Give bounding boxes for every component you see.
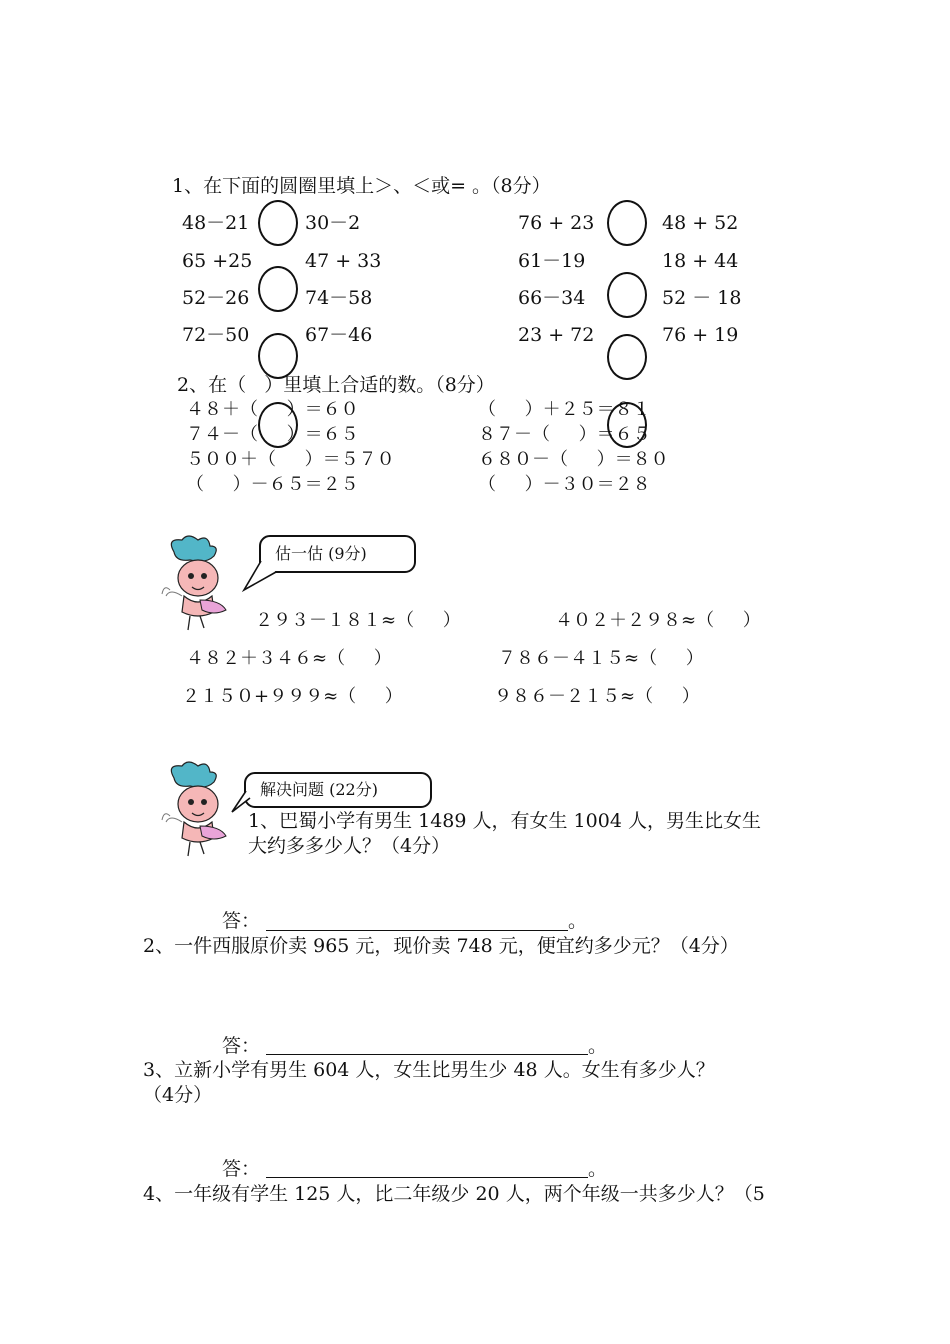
estimate-bubble: 估一估 (9分) <box>259 535 416 573</box>
compare-circle[interactable] <box>258 266 298 312</box>
est-r2-left: ４８２＋３４６≈（ ） <box>186 648 392 669</box>
q1-r4-b: 67－46 <box>305 324 373 346</box>
q2-r3-left: ５００＋（ ）＝５７０ <box>186 449 395 470</box>
q1-r3-b: 74－58 <box>305 287 373 309</box>
answer-label: 答： <box>222 1158 261 1180</box>
q1-r2-b: 47 + 33 <box>305 250 382 272</box>
q2-title: 2、在（ ）里填上合适的数。（8分） <box>177 374 495 396</box>
q1-title: 1、在下面的圆圈里填上＞、＜或= 。（8分） <box>172 175 551 197</box>
q2-r2-left: ７４－（ ）＝６５ <box>186 424 359 445</box>
q1-r2-c: 61－19 <box>518 250 586 272</box>
q2-r1-left: ４８＋（ ）＝６０ <box>186 399 359 420</box>
compare-circle[interactable] <box>258 333 298 379</box>
answer-period: 。 <box>588 1035 608 1057</box>
answer-line[interactable] <box>266 930 568 931</box>
problem-3-line-1: 3、立新小学有男生 604 人，女生比男生少 48 人。女生有多少人？ <box>143 1059 715 1081</box>
est-r1-right: ４０２＋２９８≈（ ） <box>555 610 761 631</box>
q1-r2-d: 18 + 44 <box>662 250 739 272</box>
compare-circle[interactable] <box>607 334 647 380</box>
q1-r4-d: 76 + 19 <box>662 324 739 346</box>
est-r3-left: ２１５０+９９９≈（ ） <box>182 686 403 707</box>
q2-r2-right: ８７－（ ）＝６５ <box>478 424 651 445</box>
cartoon-girl-icon <box>160 534 240 632</box>
est-r2-right: ７８６－４１５≈（ ） <box>498 648 704 669</box>
q1-r1-c: 76 + 23 <box>518 212 595 234</box>
q1-r3-d: 52 － 18 <box>662 287 742 309</box>
q1-r1-b: 30－2 <box>305 212 361 234</box>
answer-period: 。 <box>568 910 588 932</box>
answer-line[interactable] <box>266 1177 588 1178</box>
q1-r2-a: 65 +25 <box>182 250 253 272</box>
q1-r3-c: 66－34 <box>518 287 586 309</box>
est-r3-right: ９８６－２１５≈（ ） <box>494 686 700 707</box>
problem-2: 2、一件西服原价卖 965 元，现价卖 748 元，便宜约多少元？（4分） <box>143 935 739 957</box>
answer-label: 答： <box>222 1035 261 1057</box>
q2-r4-left: （ ）－６５＝２５ <box>186 474 359 495</box>
problem-4: 4、一年级有学生 125 人，比二年级少 20 人，两个年级一共多少人？（5 <box>143 1183 765 1205</box>
compare-circle[interactable] <box>607 272 647 318</box>
compare-circle[interactable] <box>607 200 647 246</box>
answer-period: 。 <box>588 1158 608 1180</box>
q2-r4-right: （ ）－３０＝２８ <box>478 474 651 495</box>
problem-1-line-1: 1、巴蜀小学有男生 1489 人，有女生 1004 人，男生比女生 <box>248 810 761 832</box>
q1-r3-a: 52－26 <box>182 287 250 309</box>
est-r1-left: ２９３－１８１≈（ ） <box>255 610 461 631</box>
q1-r1-d: 48 + 52 <box>662 212 739 234</box>
bubble-pointer <box>238 560 278 592</box>
problem-3-line-2: （4分） <box>143 1084 213 1106</box>
q1-r4-a: 72－50 <box>182 324 250 346</box>
q1-r4-c: 23 + 72 <box>518 324 595 346</box>
problem-1-line-2: 大约多多少人？（4分） <box>248 835 451 857</box>
q1-r1-a: 48－21 <box>182 212 250 234</box>
compare-circle[interactable] <box>258 200 298 246</box>
solve-bubble: 解决问题 (22分) <box>244 772 432 808</box>
q2-r1-right: （ ）＋２５＝８１ <box>478 399 651 420</box>
answer-line[interactable] <box>266 1054 588 1055</box>
q2-r3-right: ６８０－（ ）＝８０ <box>478 449 669 470</box>
answer-label: 答： <box>222 910 261 932</box>
